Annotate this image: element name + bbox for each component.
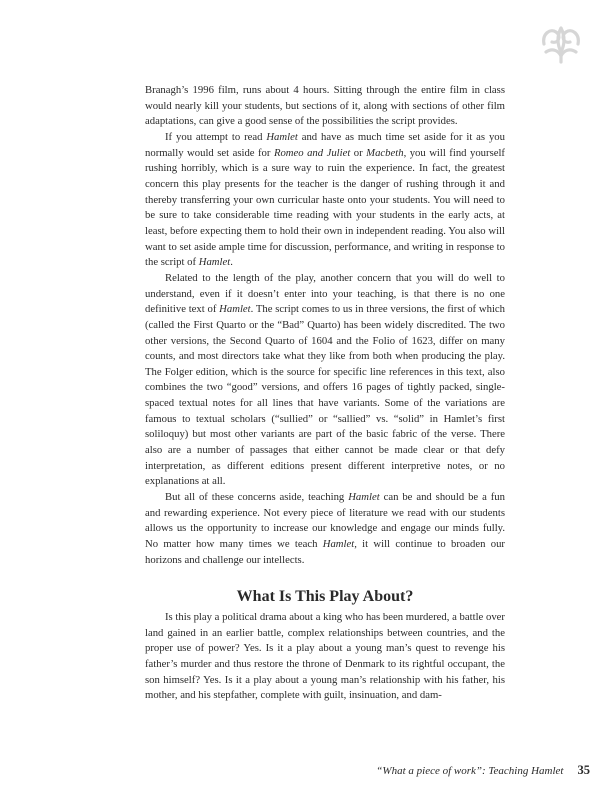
main-body-text	[145, 83, 505, 568]
running-title: “What a piece of work”: Teaching Hamlet	[376, 765, 564, 777]
section-heading: What Is This Play About?	[236, 588, 414, 606]
section-body-text	[145, 610, 505, 704]
paragraph-3: Related to the length of the play, another concern that you will do well to understand, even if it doesn’t enter into your teaching, is that there is no one definitive text of Hamlet. The script comes to us in three versions, the first of which (called the First Quarto or the “Bad” Quarto) has been widely discredited. The two other versions, the Second Quarto of 1604 and the Folio of 1623, differ on many counts, and most directors take what they like from both when producing the play. The Folger edition, which is the source for specific line references in this text, also combines the two “good” versions, and offers 16 pages of tightly packed, single-spaced textual notes for all lines that have variants. Some of the variations are famous to textual scholars (“sullied” or “sallied” vs. “solid” in Hamlet’s first soliloquy) but most other variants are part of the basic fabric of the verse. There also are a number of passages that either cannot be made clear or that defy interpretation, as different editions present different interpretive notes, or no explanations at all.	[145, 271, 505, 488]
page-number: 35	[577, 763, 590, 777]
paragraph-1: Branagh’s 1996 film, runs about 4 hours. Sitting through the entire film in class would nearly kill your students, but sections of it, along with sections of other film adaptations, can give a good sense of the possibilities the script provides.	[145, 84, 505, 128]
page-footer	[300, 763, 590, 778]
fleuron-icon	[536, 22, 586, 66]
paragraph-4: But all of these concerns aside, teaching Hamlet can be and should be a fun and rewarding experience. Not every piece of literature we read with our students allows us the opportunity to increase our knowledge and engage our minds fully. No matter how many times we teach Hamlet, it will continue to broaden our horizons and challenge our intellects.	[145, 491, 505, 566]
paragraph-2: If you attempt to read Hamlet and have as much time set aside for it as you normally would set aside for Romeo and Juliet or Macbeth, you will find yourself rushing horribly, which is a sure way to ruin the experience. In fact, the greatest concern this play presents for the teacher is the danger of rushing through it and thereby transferring your own curricular haste onto your students. You will need to be sure to take considerable time reading with your students in the early acts, at least, before expecting them to hold their own in independent reading. You also will want to set aside ample time for discussion, performance, and writing in response to the script of Hamlet.	[145, 130, 505, 269]
paragraph-5: Is this play a political drama about a king who has been murdered, a battle over land gained in an earlier battle, complex relationships between countries, and the proper use of power? Yes. Is it a play about a young man’s quest to revenge his father’s murder and thus restore the throne of Denmark to its rightful occupant, the son himself? Yes. Is it a play about a young man’s relationship with his father, his mother, and his stepfather, complete with guilt, insinuation, and dam-	[145, 611, 505, 702]
